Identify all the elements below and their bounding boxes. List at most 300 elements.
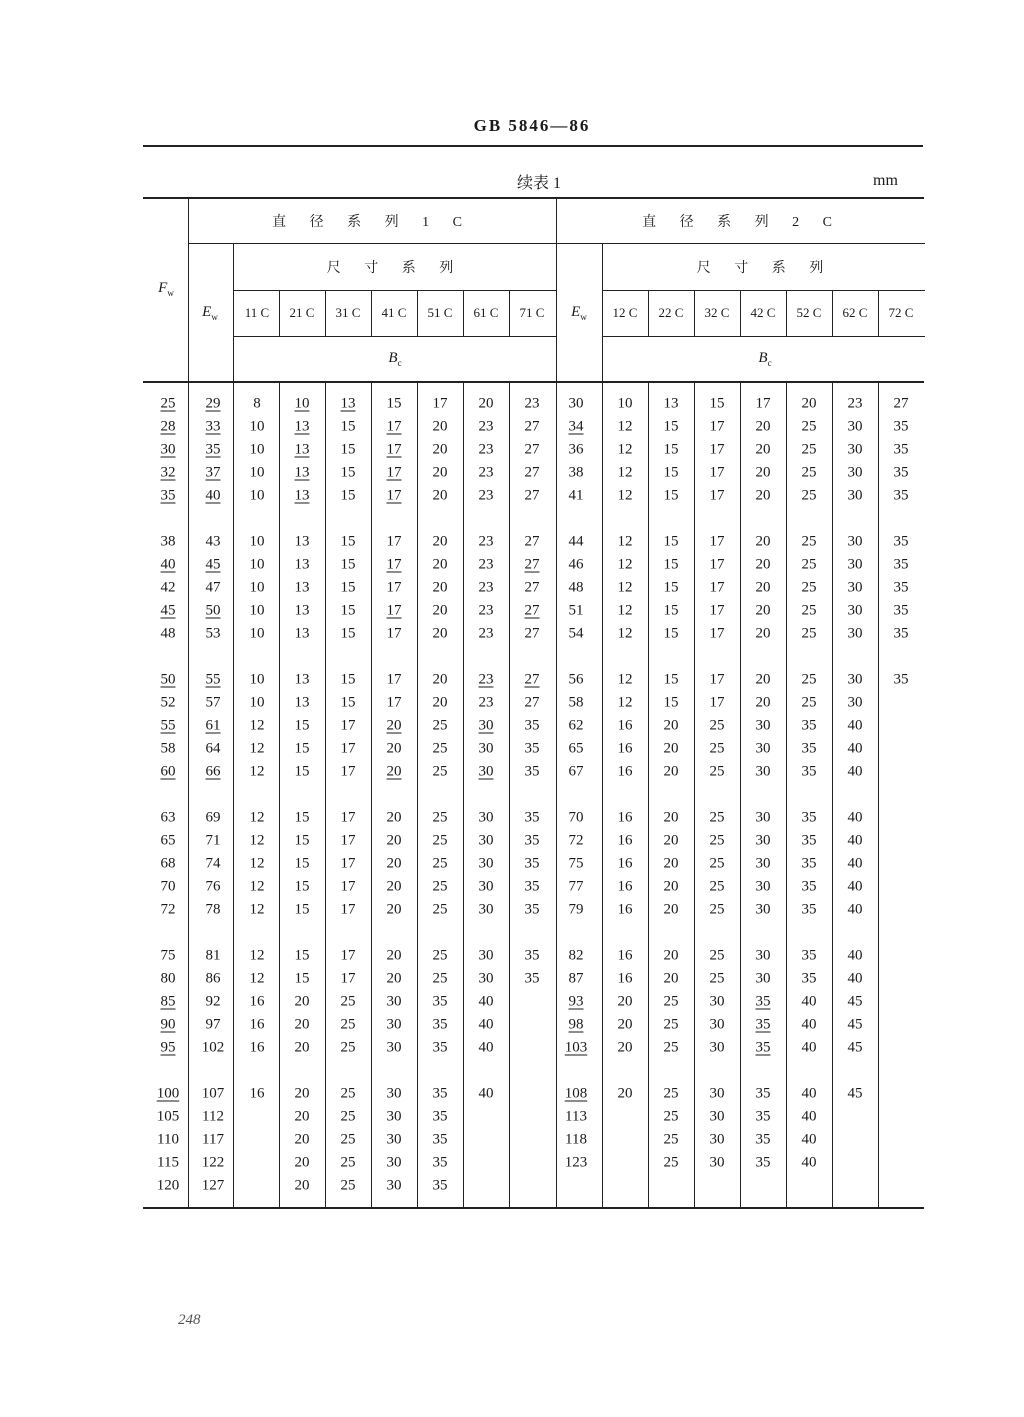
table-cell: 25 bbox=[340, 1108, 356, 1125]
table-cell: 35 bbox=[801, 740, 817, 757]
table-cell: 20 bbox=[617, 1085, 633, 1102]
table-cell: 15 bbox=[663, 671, 679, 688]
table-cell: 13 bbox=[294, 694, 310, 711]
table-cell: 8 bbox=[253, 395, 261, 412]
table-cell: 40 bbox=[801, 1039, 817, 1056]
table-cell: 12 bbox=[617, 694, 633, 711]
table-cell: 27 bbox=[524, 671, 540, 688]
table-cell: 25 bbox=[432, 878, 448, 895]
table-cell: 27 bbox=[524, 441, 540, 458]
table-cell: 86 bbox=[205, 970, 221, 987]
table-cell: 55 bbox=[160, 717, 176, 734]
table-cell: 44 bbox=[568, 533, 584, 550]
table-cell: 20 bbox=[386, 717, 402, 734]
table-cell: 35 bbox=[893, 464, 909, 481]
table-cell: 30 bbox=[755, 970, 771, 987]
table-cell: 35 bbox=[524, 740, 540, 757]
table-cell: 77 bbox=[568, 878, 584, 895]
ew-header-2: $E_w$ bbox=[571, 304, 587, 322]
table-cell: 35 bbox=[160, 487, 176, 504]
table-cell: 12 bbox=[617, 487, 633, 504]
col-header-32c: 32 C bbox=[704, 305, 730, 320]
table-cell: 95 bbox=[160, 1039, 176, 1056]
table-cell: 75 bbox=[160, 947, 176, 964]
table-cell: 45 bbox=[205, 556, 221, 573]
table-cell: 17 bbox=[386, 533, 402, 550]
table-cell: 17 bbox=[432, 395, 448, 412]
table-cell: 15 bbox=[294, 878, 310, 895]
table-cell: 25 bbox=[709, 878, 725, 895]
table-cell: 12 bbox=[617, 533, 633, 550]
table-cell: 27 bbox=[524, 487, 540, 504]
table-cell: 13 bbox=[294, 441, 310, 458]
table-cell: 23 bbox=[478, 602, 494, 619]
table-cell: 10 bbox=[249, 487, 265, 504]
table-cell: 15 bbox=[663, 487, 679, 504]
table-cell: 30 bbox=[478, 970, 494, 987]
table-cell: 35 bbox=[524, 855, 540, 872]
table-cell: 17 bbox=[386, 418, 402, 435]
table-cell: 12 bbox=[249, 901, 265, 918]
table-cell: 25 bbox=[432, 809, 448, 826]
fw-header: $F_w$ bbox=[158, 280, 174, 298]
table-cell: 35 bbox=[524, 901, 540, 918]
table-cell: 35 bbox=[893, 441, 909, 458]
group1-title: 直 径 系 列 1 C bbox=[272, 215, 472, 230]
table-cell: 40 bbox=[801, 993, 817, 1010]
table-cell: 40 bbox=[847, 809, 863, 826]
table-cell: 20 bbox=[755, 694, 771, 711]
table-cell: 30 bbox=[755, 855, 771, 872]
table-cell: 72 bbox=[160, 901, 176, 918]
table-cell: 79 bbox=[568, 901, 584, 918]
table-cell: 25 bbox=[663, 1131, 679, 1148]
table-cell: 25 bbox=[432, 740, 448, 757]
table-cell: 13 bbox=[294, 602, 310, 619]
table-cell: 20 bbox=[294, 1016, 310, 1033]
table-cell: 20 bbox=[294, 1131, 310, 1148]
table-cell: 17 bbox=[709, 556, 725, 573]
table-cell: 13 bbox=[294, 533, 310, 550]
table-cell: 15 bbox=[340, 441, 356, 458]
table-cell: 35 bbox=[524, 809, 540, 826]
table-cell: 10 bbox=[249, 625, 265, 642]
table-cell: 20 bbox=[294, 1039, 310, 1056]
table-cell: 30 bbox=[755, 740, 771, 757]
table-cell: 10 bbox=[249, 602, 265, 619]
table-cell: 16 bbox=[617, 763, 633, 780]
table-cell: 12 bbox=[249, 740, 265, 757]
table-cell: 35 bbox=[893, 625, 909, 642]
table-cell: 17 bbox=[709, 625, 725, 642]
table-cell: 12 bbox=[617, 602, 633, 619]
table-cell: 35 bbox=[801, 901, 817, 918]
table-cell: 35 bbox=[755, 1085, 771, 1102]
table-cell: 80 bbox=[160, 970, 176, 987]
table-cell: 16 bbox=[617, 970, 633, 987]
table-cell: 27 bbox=[893, 395, 909, 412]
table-cell: 30 bbox=[478, 878, 494, 895]
table-cell: 15 bbox=[340, 418, 356, 435]
table-cell: 27 bbox=[524, 418, 540, 435]
table-cell: 25 bbox=[709, 717, 725, 734]
table-cell: 17 bbox=[340, 809, 356, 826]
table-cell: 40 bbox=[801, 1016, 817, 1033]
table-cell: 30 bbox=[478, 855, 494, 872]
table-cell: 35 bbox=[801, 970, 817, 987]
table-cell: 60 bbox=[160, 763, 176, 780]
table-cell: 25 bbox=[709, 832, 725, 849]
table-cell: 41 bbox=[568, 487, 584, 504]
table-cell: 30 bbox=[709, 1039, 725, 1056]
table-cell: 110 bbox=[157, 1131, 179, 1148]
table-cell: 16 bbox=[617, 855, 633, 872]
table-cell: 35 bbox=[801, 717, 817, 734]
table-cell: 20 bbox=[755, 579, 771, 596]
table-cell: 40 bbox=[801, 1108, 817, 1125]
table-cell: 52 bbox=[160, 694, 176, 711]
table-cell: 10 bbox=[249, 694, 265, 711]
table-cell: 16 bbox=[249, 1039, 265, 1056]
table-cell: 27 bbox=[524, 464, 540, 481]
table-cell: 17 bbox=[340, 901, 356, 918]
table-cell: 12 bbox=[617, 579, 633, 596]
table-cell: 37 bbox=[205, 464, 221, 481]
table-cell: 27 bbox=[524, 602, 540, 619]
table-cell: 93 bbox=[568, 993, 584, 1010]
table-cell: 30 bbox=[386, 1108, 402, 1125]
table-cell: 17 bbox=[340, 717, 356, 734]
table-cell: 107 bbox=[201, 1085, 225, 1102]
table-cell: 25 bbox=[709, 740, 725, 757]
table-cell: 32 bbox=[160, 464, 176, 481]
table-cell: 20 bbox=[801, 395, 817, 412]
table-cell: 43 bbox=[205, 533, 221, 550]
table-cell: 17 bbox=[340, 740, 356, 757]
table-cell: 23 bbox=[847, 395, 863, 412]
table-cell: 13 bbox=[294, 671, 310, 688]
table-cell: 15 bbox=[294, 947, 310, 964]
table-cell: 30 bbox=[709, 1016, 725, 1033]
table-cell: 20 bbox=[755, 533, 771, 550]
table-cell: 30 bbox=[847, 579, 863, 596]
table-cell: 25 bbox=[340, 1154, 356, 1171]
table-cell: 15 bbox=[294, 717, 310, 734]
col-header-31c: 31 C bbox=[335, 305, 361, 320]
table-cell: 25 bbox=[432, 763, 448, 780]
table-cell: 12 bbox=[249, 717, 265, 734]
table-cell: 30 bbox=[755, 901, 771, 918]
table-cell: 113 bbox=[565, 1108, 587, 1125]
table-cell: 15 bbox=[340, 579, 356, 596]
table-cell: 17 bbox=[340, 947, 356, 964]
table-cell: 30 bbox=[847, 464, 863, 481]
table-cell: 58 bbox=[568, 694, 584, 711]
table-cell: 17 bbox=[340, 970, 356, 987]
table-cell: 12 bbox=[249, 947, 265, 964]
table-cell: 20 bbox=[386, 740, 402, 757]
table-cell: 30 bbox=[478, 809, 494, 826]
table-cell: 20 bbox=[432, 487, 448, 504]
table-cell: 25 bbox=[801, 487, 817, 504]
table-cell: 30 bbox=[386, 1154, 402, 1171]
table-cell: 17 bbox=[340, 855, 356, 872]
table-cell: 17 bbox=[386, 556, 402, 573]
table-cell: 20 bbox=[386, 901, 402, 918]
table-cell: 20 bbox=[663, 970, 679, 987]
table-cell: 45 bbox=[847, 993, 863, 1010]
table-cell: 35 bbox=[432, 1085, 448, 1102]
table-cell: 33 bbox=[205, 418, 221, 435]
table-cell: 12 bbox=[617, 464, 633, 481]
table-cell: 25 bbox=[663, 993, 679, 1010]
table-cell: 35 bbox=[893, 579, 909, 596]
table-cell: 20 bbox=[755, 418, 771, 435]
table-cell: 68 bbox=[160, 855, 176, 872]
table-cell: 23 bbox=[478, 556, 494, 573]
table-cell: 35 bbox=[755, 1016, 771, 1033]
table-cell: 25 bbox=[709, 855, 725, 872]
table-cell: 12 bbox=[249, 878, 265, 895]
table-cell: 25 bbox=[709, 947, 725, 964]
table-cell: 20 bbox=[755, 441, 771, 458]
table-cell: 20 bbox=[663, 717, 679, 734]
table-cell: 25 bbox=[801, 464, 817, 481]
table-cell: 25 bbox=[801, 625, 817, 642]
table-cell: 30 bbox=[755, 763, 771, 780]
ew-header-1: $E_w$ bbox=[202, 304, 218, 322]
table-cell: 25 bbox=[801, 418, 817, 435]
table-cell: 105 bbox=[156, 1108, 180, 1125]
table-cell: 30 bbox=[478, 740, 494, 757]
table-cell: 15 bbox=[340, 671, 356, 688]
table-cell: 15 bbox=[663, 602, 679, 619]
bc-label-2: $B_c$ bbox=[758, 350, 772, 368]
table-cell: 40 bbox=[801, 1131, 817, 1148]
table-cell: 20 bbox=[432, 694, 448, 711]
standard-header: GB 5846—86 bbox=[473, 116, 591, 135]
table-cell: 12 bbox=[249, 809, 265, 826]
col-header-71c: 71 C bbox=[519, 305, 545, 320]
table-cell: 23 bbox=[478, 464, 494, 481]
table-cell: 35 bbox=[524, 970, 540, 987]
table-cell: 30 bbox=[386, 1177, 402, 1194]
table-cell: 100 bbox=[156, 1085, 180, 1102]
table-cell: 25 bbox=[801, 441, 817, 458]
table-cell: 35 bbox=[801, 809, 817, 826]
table-cell: 102 bbox=[201, 1039, 225, 1056]
table-cell: 36 bbox=[568, 441, 584, 458]
table-cell: 13 bbox=[340, 395, 356, 412]
table-cell: 15 bbox=[340, 556, 356, 573]
table-cell: 15 bbox=[386, 395, 402, 412]
table-cell: 17 bbox=[386, 625, 402, 642]
table-cell: 17 bbox=[709, 464, 725, 481]
table-cell: 40 bbox=[847, 947, 863, 964]
table-cell: 70 bbox=[568, 809, 584, 826]
table-cell: 20 bbox=[386, 809, 402, 826]
table-cell: 25 bbox=[663, 1154, 679, 1171]
table-cell: 16 bbox=[617, 901, 633, 918]
table-cell: 40 bbox=[847, 901, 863, 918]
table-cell: 35 bbox=[801, 763, 817, 780]
table-cell: 25 bbox=[801, 671, 817, 688]
table-cell: 25 bbox=[340, 1085, 356, 1102]
table-cell: 15 bbox=[340, 625, 356, 642]
table-cell: 35 bbox=[432, 1016, 448, 1033]
table-cell: 63 bbox=[160, 809, 176, 826]
table-cell: 17 bbox=[340, 832, 356, 849]
table-cell: 12 bbox=[249, 763, 265, 780]
table-cell: 45 bbox=[847, 1085, 863, 1102]
table-cell: 15 bbox=[294, 855, 310, 872]
table-cell: 35 bbox=[801, 947, 817, 964]
table-cell: 35 bbox=[801, 878, 817, 895]
table-cell: 90 bbox=[160, 1016, 176, 1033]
table-cell: 40 bbox=[205, 487, 221, 504]
table-cell: 12 bbox=[617, 556, 633, 573]
table-cell: 34 bbox=[568, 418, 584, 435]
table-cell: 23 bbox=[478, 533, 494, 550]
table-cell: 12 bbox=[249, 855, 265, 872]
table-cell: 20 bbox=[432, 625, 448, 642]
table-cell: 10 bbox=[249, 441, 265, 458]
table-cell: 30 bbox=[755, 878, 771, 895]
table-cell: 35 bbox=[205, 441, 221, 458]
table-cell: 115 bbox=[157, 1154, 179, 1171]
table-cell: 20 bbox=[617, 993, 633, 1010]
table-cell: 42 bbox=[160, 579, 176, 596]
table-cell: 76 bbox=[205, 878, 221, 895]
table-cell: 23 bbox=[478, 671, 494, 688]
table-cell: 30 bbox=[478, 947, 494, 964]
table-cell: 35 bbox=[801, 832, 817, 849]
table-cell: 69 bbox=[205, 809, 221, 826]
table-cell: 15 bbox=[294, 809, 310, 826]
table-cell: 20 bbox=[755, 464, 771, 481]
table-cell: 50 bbox=[160, 671, 176, 688]
table-cell: 35 bbox=[755, 1039, 771, 1056]
table-cell: 38 bbox=[568, 464, 584, 481]
table-cell: 17 bbox=[709, 579, 725, 596]
table-cell: 23 bbox=[478, 418, 494, 435]
table-cell: 98 bbox=[568, 1016, 584, 1033]
table-cell: 20 bbox=[432, 441, 448, 458]
table-cell: 27 bbox=[524, 579, 540, 596]
table-cell: 40 bbox=[478, 993, 494, 1010]
table-cell: 30 bbox=[755, 809, 771, 826]
table-cell: 66 bbox=[205, 763, 221, 780]
table-cell: 25 bbox=[663, 1108, 679, 1125]
table-cell: 35 bbox=[893, 533, 909, 550]
table-cell: 15 bbox=[663, 579, 679, 596]
table-cell: 27 bbox=[524, 625, 540, 642]
table-cell: 20 bbox=[663, 740, 679, 757]
table-cell: 35 bbox=[893, 602, 909, 619]
table-cell: 20 bbox=[663, 763, 679, 780]
table-cell: 46 bbox=[568, 556, 584, 573]
table-cell: 20 bbox=[432, 671, 448, 688]
table-cell: 40 bbox=[847, 763, 863, 780]
table-cell: 17 bbox=[755, 395, 771, 412]
table-cell: 12 bbox=[617, 441, 633, 458]
table-cell: 40 bbox=[847, 855, 863, 872]
table-cell: 118 bbox=[565, 1131, 587, 1148]
table-cell: 12 bbox=[617, 671, 633, 688]
table-cell: 17 bbox=[340, 763, 356, 780]
table-cell: 23 bbox=[524, 395, 540, 412]
table-cell: 13 bbox=[294, 579, 310, 596]
table-cell: 15 bbox=[340, 694, 356, 711]
table-cell: 30 bbox=[709, 1154, 725, 1171]
col-header-22c: 22 C bbox=[658, 305, 684, 320]
table-cell: 10 bbox=[249, 579, 265, 596]
table-cell: 25 bbox=[340, 1016, 356, 1033]
table-cell: 30 bbox=[386, 1039, 402, 1056]
table-cell: 17 bbox=[386, 487, 402, 504]
table-cell: 40 bbox=[478, 1016, 494, 1033]
table-cell: 30 bbox=[478, 901, 494, 918]
table-cell: 20 bbox=[386, 855, 402, 872]
table-cell: 20 bbox=[294, 1177, 310, 1194]
table-cell: 55 bbox=[205, 671, 221, 688]
table-cell: 82 bbox=[568, 947, 584, 964]
table-cell: 25 bbox=[160, 395, 176, 412]
size-series-2-label: 尺 寸 系 列 bbox=[696, 261, 834, 276]
col-header-12c: 12 C bbox=[612, 305, 638, 320]
col-header-61c: 61 C bbox=[473, 305, 499, 320]
table-cell: 15 bbox=[663, 464, 679, 481]
table-cell: 15 bbox=[663, 625, 679, 642]
table-cell: 35 bbox=[432, 1131, 448, 1148]
table-cell: 15 bbox=[663, 694, 679, 711]
table-cell: 45 bbox=[847, 1016, 863, 1033]
table-cell: 30 bbox=[847, 418, 863, 435]
table-cell: 35 bbox=[524, 832, 540, 849]
table-cell: 35 bbox=[893, 487, 909, 504]
group2-title: 直 径 系 列 2 C bbox=[642, 215, 842, 230]
table-cell: 45 bbox=[160, 602, 176, 619]
col-header-62c: 62 C bbox=[842, 305, 868, 320]
table-cell: 30 bbox=[386, 1016, 402, 1033]
table-cell: 25 bbox=[432, 970, 448, 987]
table-cell: 35 bbox=[893, 671, 909, 688]
table-cell: 70 bbox=[160, 878, 176, 895]
unit-label: mm bbox=[873, 172, 898, 189]
table-cell: 35 bbox=[755, 1154, 771, 1171]
table-cell: 20 bbox=[663, 855, 679, 872]
table-cell: 40 bbox=[847, 832, 863, 849]
table-cell: 23 bbox=[478, 625, 494, 642]
table-cell: 30 bbox=[160, 441, 176, 458]
table-cell: 65 bbox=[160, 832, 176, 849]
table-cell: 71 bbox=[205, 832, 221, 849]
table-cell: 30 bbox=[755, 947, 771, 964]
table-cell: 30 bbox=[847, 625, 863, 642]
table-cell: 10 bbox=[294, 395, 310, 412]
table-cell: 15 bbox=[294, 740, 310, 757]
table-cell: 10 bbox=[249, 464, 265, 481]
table-cell: 50 bbox=[205, 602, 221, 619]
table-cell: 35 bbox=[755, 1108, 771, 1125]
table-cell: 15 bbox=[709, 395, 725, 412]
table-cell: 13 bbox=[294, 625, 310, 642]
table-cell: 17 bbox=[386, 579, 402, 596]
table-cell: 64 bbox=[205, 740, 221, 757]
table-cell: 16 bbox=[617, 878, 633, 895]
table-cell: 15 bbox=[340, 487, 356, 504]
table-cell: 16 bbox=[617, 947, 633, 964]
